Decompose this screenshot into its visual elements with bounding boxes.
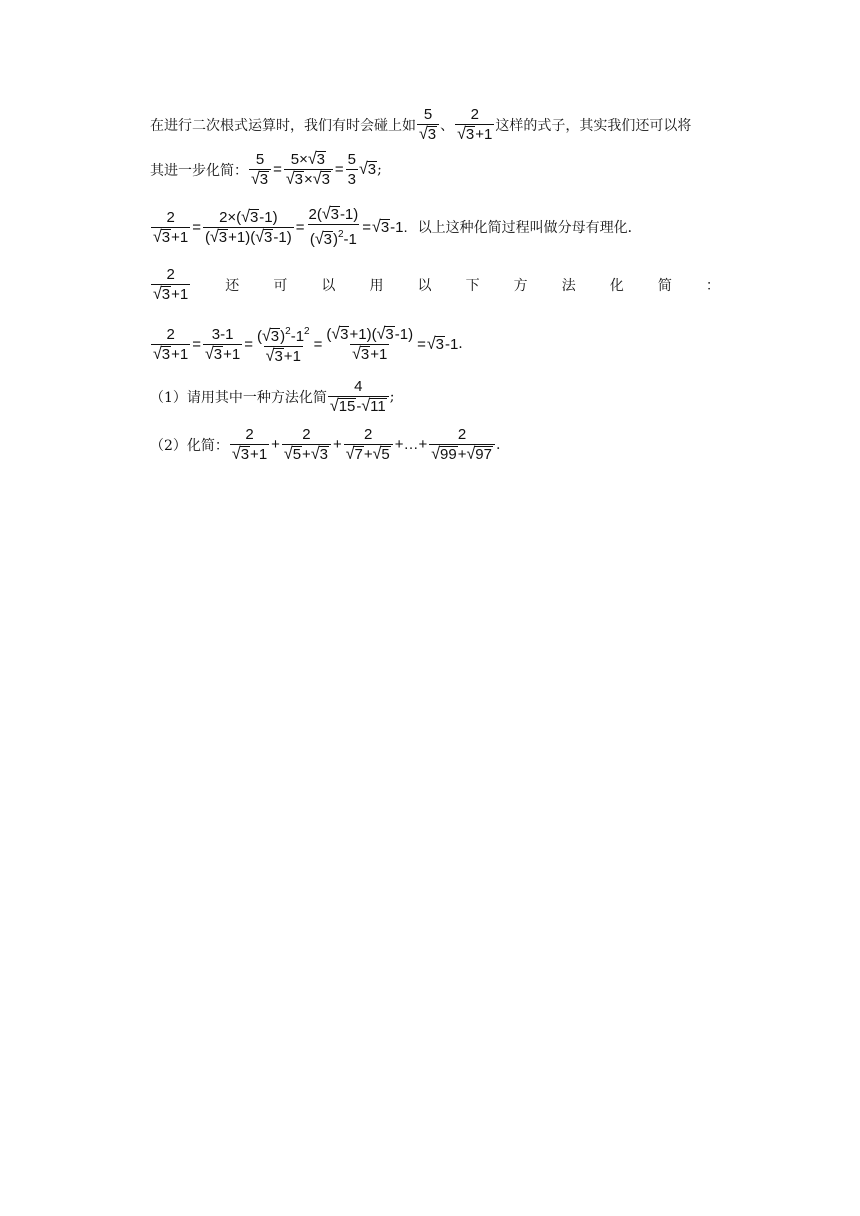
intro-line-2: 其进一步化简： 5 √ 3 = 5× √ 3 √ 3 × √ 3 = $\frac{5}{3}$ √ 3 ; <box>150 150 382 189</box>
fraction-expanded: 2×( √ 3 -1) ( √ 3 +1)( √ 3 -1) <box>205 208 292 246</box>
ellipsis: +…+ <box>394 436 428 453</box>
fraction-difference-of-squares: 2( √ 3 -1) ( √ 3 )$^2$-1 <box>308 205 359 249</box>
fraction-5-over-sqrt3: 5 √ 3 <box>417 106 439 143</box>
term-1: 2 √ 3 +1 <box>231 426 268 464</box>
fraction-squares: ( √ 3 )$^2-1^2$ √ 3 +1 <box>257 326 310 366</box>
intro-line2-text: 其进一步化简： <box>150 162 248 179</box>
fraction-5sqrt3-over-sqrt3sqrt3: 5× √ 3 √ 3 × √ 3 <box>284 151 333 188</box>
alternative-method-line: 2 √ 3 +1 还 可 以 用 以 下 方 法 化 简 ： <box>153 266 720 304</box>
fraction-5-over-sqrt3-b: 5 √ 3 <box>249 151 271 188</box>
rationalize-text: 以上这种化简过程叫做分母有理化． <box>417 220 642 236</box>
intro-line-1 <box>150 106 691 143</box>
question-1: （1）请用其中一种方法化简 4 √ 15 - √ 11 ; <box>150 378 395 416</box>
fraction-2-over-sqrt3-plus-1: 2 √ 3 +1 <box>457 106 493 144</box>
fraction-4-over-sqrt15-minus-sqrt11: 4 √ 15 - √ 11 <box>328 378 389 415</box>
alternative-derivation: 2 √ 3 +1 = 3-1 √ 3 +1 = ( √ 3 )$^2-1^2$ √ 3 +1 = ( √ 3 +1)( √ 3 -1) √ 3 +1 = √ 3 -1 . <box>150 323 463 365</box>
separator: 、 <box>440 117 455 134</box>
term-3: 2 √ 7 + √ 5 <box>344 426 393 463</box>
question-2: （2）化简： 2 √ 3 +1 + 2 √ 5 + √ 3 + 2 √ 7 + √ 5 +…+ 2 √ 99 + √ 97 . <box>150 426 501 464</box>
question-2-label: （2）化简： <box>150 437 229 454</box>
term-2: 2 √ 5 + √ 3 <box>282 426 331 463</box>
question-1-label: （1）请用其中一种方法化简 <box>150 389 327 406</box>
rationalize-line: 2 √ 3 +1 = 2×( √ 3 -1) ( √ 3 +1)( √ 3 -1) = 2( √ 3 -1) ( √ 3 )$^2$-1 = √ 3 -1. 以上这种化简过程叫做分母有理化． <box>153 205 642 249</box>
fraction-2-over-sqrt3-plus-1-d: 2 √ 3 +1 <box>153 266 189 304</box>
term-last: 2 √ 99 + √ 97 <box>429 426 495 463</box>
fraction-2-over-sqrt3-plus-1-e: 2 √ 3 +1 <box>153 325 189 363</box>
intro-text-b: 这样的式子，其实我们还可以将 <box>495 117 692 134</box>
fraction-5-over-3: $\frac{5}{3}$ <box>347 151 357 188</box>
intro-text-a: 在进行二次根式运算时，我们有时会碰上如 <box>150 117 416 134</box>
fraction-2-over-sqrt3-plus-1-c: 2 √ 3 +1 <box>153 208 189 246</box>
fraction-factored: ( √ 3 +1)( √ 3 -1) √ 3 +1 <box>326 325 414 363</box>
fraction-3-minus-1: 3-1 √ 3 +1 <box>205 325 241 363</box>
